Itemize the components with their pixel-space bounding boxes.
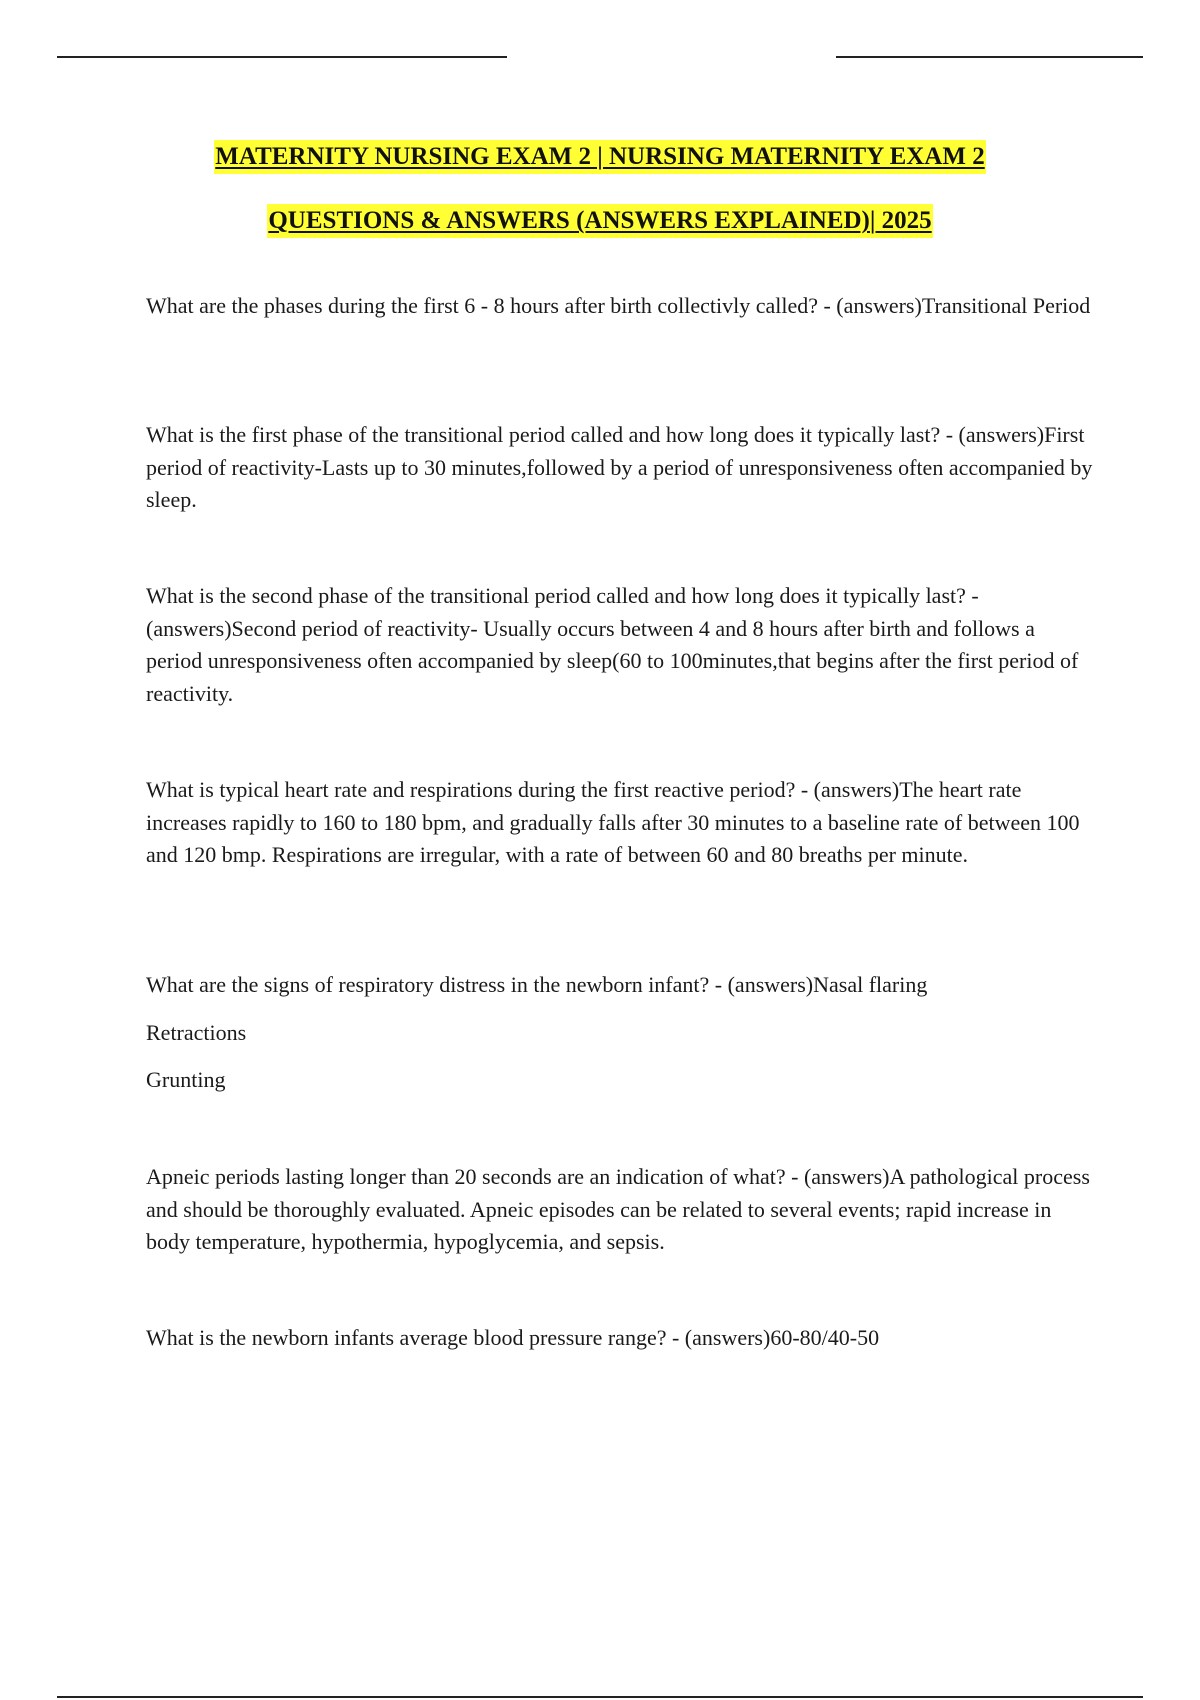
qa-text: Apneic periods lasting longer than 20 seconds are an indication of what? - (answers)A pathological process and should be thoroughly evaluated. Apneic episodes can be related to several events; rapid increase in body temperature, hypothermia, hypoglycemia, and sepsis.: [146, 1164, 1090, 1254]
qa-text: What is typical heart rate and respirations during the first reactive period? - (answers)The heart rate increases rapidly to 160 to 180 bpm, and gradually falls after 30 minutes to a baseline rate of between 100 and 120 bmp. Respirations are irregular, with a rate of between 60 and 80 breaths per minute.: [146, 777, 1080, 867]
qa-text: What are the signs of respiratory distress in the newborn infant? - (answers)Nasal flaring: [146, 972, 928, 997]
qa-extra-line: Retractions: [146, 1019, 247, 1045]
bottom-rule: [57, 1696, 1143, 1698]
title-line-2: QUESTIONS & ANSWERS (ANSWERS EXPLAINED)| 2025: [267, 204, 932, 238]
qa-item-7: [146, 1322, 1096, 1355]
top-left-rule: [57, 56, 507, 58]
qa-item-2: [146, 419, 1096, 517]
document-title: [0, 140, 1200, 238]
qa-item-6: [146, 1161, 1096, 1259]
qa-text: What are the phases during the first 6 - 8 hours after birth collectivly called? - (answers)Transitional Period: [146, 293, 1091, 318]
qa-text: What is the second phase of the transitional period called and how long does it typically last? - (answers)Second period of reactivity- Usually occurs between 4 and 8 hours after birth and follows a period unresponsiveness often accompanied by sleep(60 to 100minutes,that begins after the first period of reactivity.: [146, 583, 1079, 706]
qa-text: What is the newborn infants average blood pressure range? - (answers)60-80/40-50: [146, 1325, 880, 1350]
qa-item-1: [146, 290, 1096, 323]
title-line-1: MATERNITY NURSING EXAM 2 | NURSING MATERNITY EXAM 2: [214, 140, 985, 174]
top-right-rule: [836, 56, 1143, 58]
qa-item-4: [146, 774, 1096, 872]
qa-item-5: [146, 969, 1096, 1097]
qa-item-3: [146, 580, 1096, 710]
qa-text: What is the first phase of the transitional period called and how long does it typically last? - (answers)First period of reactivity-Lasts up to 30 minutes,followed by a period of unresponsiveness often accompanied by sleep.: [146, 422, 1093, 512]
qa-extra-line: Grunting: [146, 1067, 226, 1092]
